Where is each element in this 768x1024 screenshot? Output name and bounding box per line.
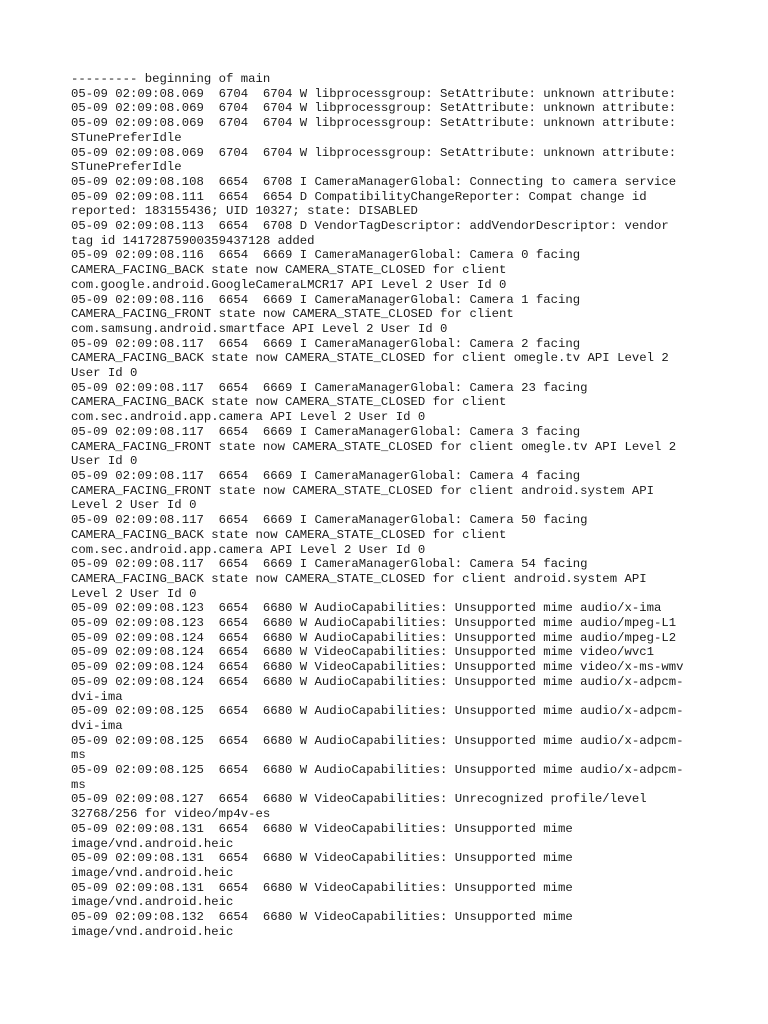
log-line: image/vnd.android.heic [71,836,234,851]
log-line: com.samsung.android.smartface API Level 2 User Id 0 [71,321,448,336]
log-line: 05-09 02:09:08.132 6654 6680 W VideoCapabilities: Unsupported mime [71,910,573,925]
log-line: dvi-ima [71,689,123,704]
log-line: 05-09 02:09:08.124 6654 6680 W AudioCapabilities: Unsupported mime audio/x-adpcm- [71,674,684,689]
log-line: 05-09 02:09:08.117 6654 6669 I CameraManagerGlobal: Camera 50 facing [71,513,588,528]
log-line: 05-09 02:09:08.116 6654 6669 I CameraManagerGlobal: Camera 0 facing [71,248,581,263]
log-line: 05-09 02:09:08.125 6654 6680 W AudioCapabilities: Unsupported mime audio/x-adpcm- [71,733,684,748]
log-line: 05-09 02:09:08.131 6654 6680 W VideoCapabilities: Unsupported mime [71,880,573,895]
log-line: com.google.android.GoogleCameraLMCR17 API Level 2 User Id 0 [71,277,507,292]
log-line: 05-09 02:09:08.124 6654 6680 W VideoCapabilities: Unsupported mime video/wvc1 [71,645,654,660]
log-line: 05-09 02:09:08.125 6654 6680 W AudioCapabilities: Unsupported mime audio/x-adpcm- [71,763,684,778]
log-line: ms [71,777,86,792]
log-line: 05-09 02:09:08.131 6654 6680 W VideoCapabilities: Unsupported mime [71,821,573,836]
log-line: 05-09 02:09:08.111 6654 6654 D CompatibilityChangeReporter: Compat change id [71,189,647,204]
log-line: 05-09 02:09:08.069 6704 6704 W libprocessgroup: SetAttribute: unknown attribute: [71,86,677,101]
log-line: ms [71,748,86,763]
log-line: 05-09 02:09:08.131 6654 6680 W VideoCapabilities: Unsupported mime [71,851,573,866]
log-line: CAMERA_FACING_BACK state now CAMERA_STATE_CLOSED for client [71,527,507,542]
log-line: 05-09 02:09:08.123 6654 6680 W AudioCapabilities: Unsupported mime audio/x-ima [71,601,662,616]
log-line: Level 2 User Id 0 [71,586,197,601]
log-line: Level 2 User Id 0 [71,498,197,513]
log-line: dvi-ima [71,718,123,733]
log-line: 05-09 02:09:08.124 6654 6680 W AudioCapabilities: Unsupported mime audio/mpeg-L2 [71,630,677,645]
log-line: User Id 0 [71,454,138,469]
log-line: 05-09 02:09:08.123 6654 6680 W AudioCapabilities: Unsupported mime audio/mpeg-L1 [71,616,677,631]
log-line: 05-09 02:09:08.127 6654 6680 W VideoCapabilities: Unrecognized profile/level [71,792,647,807]
log-line: tag id 14172875900359437128 added [71,233,315,248]
log-line: 05-09 02:09:08.117 6654 6669 I CameraManagerGlobal: Camera 23 facing [71,380,588,395]
log-line: CAMERA_FACING_BACK state now CAMERA_STATE_CLOSED for client omegle.tv API Level 2 [71,351,669,366]
log-line: reported: 183155436; UID 10327; state: DISABLED [71,204,418,219]
log-line: 05-09 02:09:08.116 6654 6669 I CameraManagerGlobal: Camera 1 facing [71,292,581,307]
log-line: image/vnd.android.heic [71,865,234,880]
log-line: 05-09 02:09:08.069 6704 6704 W libprocessgroup: SetAttribute: unknown attribute: [71,145,677,160]
log-line: 05-09 02:09:08.125 6654 6680 W AudioCapabilities: Unsupported mime audio/x-adpcm- [71,704,684,719]
log-line: 05-09 02:09:08.069 6704 6704 W libprocessgroup: SetAttribute: unknown attribute: [71,101,677,116]
log-line: User Id 0 [71,366,138,381]
log-line: 05-09 02:09:08.124 6654 6680 W VideoCapabilities: Unsupported mime video/x-ms-wmv [71,660,684,675]
log-line: image/vnd.android.heic [71,895,234,910]
log-line: 05-09 02:09:08.108 6654 6708 I CameraManagerGlobal: Connecting to camera service [71,174,677,189]
log-line: 32768/256 for video/mp4v-es [71,807,271,822]
log-line: CAMERA_FACING_BACK state now CAMERA_STATE_CLOSED for client [71,263,507,278]
log-line: CAMERA_FACING_FRONT state now CAMERA_STATE_CLOSED for client [71,307,514,322]
log-line: CAMERA_FACING_BACK state now CAMERA_STATE_CLOSED for client android.system API [71,571,647,586]
log-line: STunePreferIdle [71,130,182,145]
log-line: 05-09 02:09:08.069 6704 6704 W libprocessgroup: SetAttribute: unknown attribute: [71,116,677,131]
log-line: 05-09 02:09:08.117 6654 6669 I CameraManagerGlobal: Camera 54 facing [71,557,588,572]
log-line: com.sec.android.app.camera API Level 2 User Id 0 [71,542,426,557]
log-document [71,72,711,939]
log-line: --------- beginning of main [71,72,271,86]
log-line: CAMERA_FACING_FRONT state now CAMERA_STATE_CLOSED for client omegle.tv API Level 2 [71,439,677,454]
log-line: STunePreferIdle [71,160,182,175]
log-line: CAMERA_FACING_BACK state now CAMERA_STATE_CLOSED for client [71,395,507,410]
log-line: 05-09 02:09:08.113 6654 6708 D VendorTagDescriptor: addVendorDescriptor: vendor [71,219,669,234]
log-line: image/vnd.android.heic [71,924,234,939]
log-line: 05-09 02:09:08.117 6654 6669 I CameraManagerGlobal: Camera 3 facing [71,424,581,439]
log-line: 05-09 02:09:08.117 6654 6669 I CameraManagerGlobal: Camera 2 facing [71,336,581,351]
log-line: com.sec.android.app.camera API Level 2 User Id 0 [71,410,426,425]
log-line: 05-09 02:09:08.117 6654 6669 I CameraManagerGlobal: Camera 4 facing [71,468,581,483]
log-line: CAMERA_FACING_FRONT state now CAMERA_STATE_CLOSED for client android.system API [71,483,654,498]
